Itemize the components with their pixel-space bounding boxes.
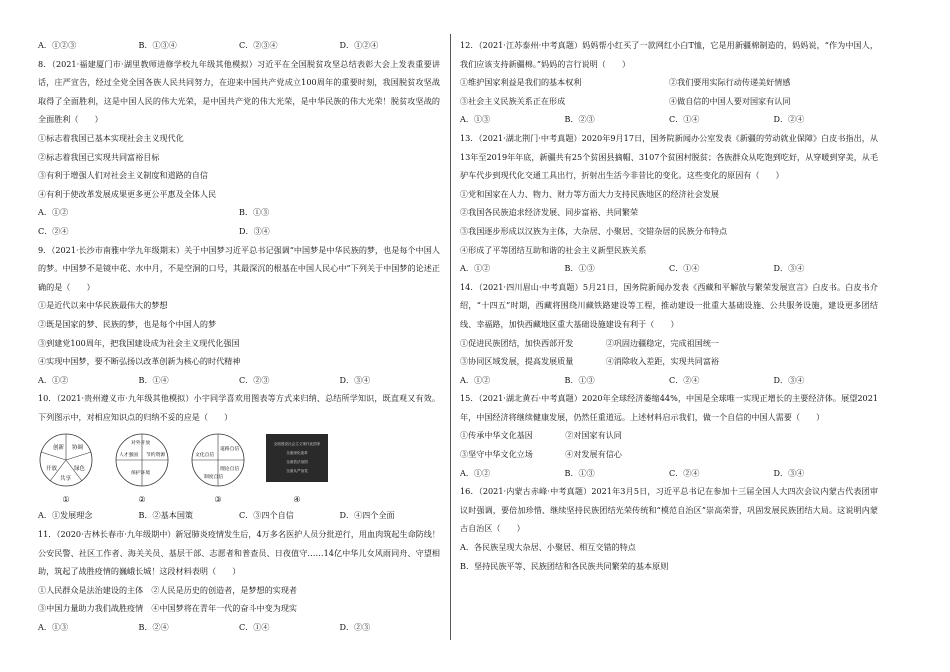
fig1-label: 创新 <box>53 445 65 452</box>
figure-1-circle-diagram <box>38 432 94 488</box>
choice: D．③④ <box>773 263 805 274</box>
option: ③协同区域发展，提高发展质量 ④消除收入差距，实现共同富裕 <box>460 356 720 367</box>
choice: A．①② <box>38 207 69 218</box>
fig2-label: 节约资源 <box>146 453 166 459</box>
figure-number: ① <box>62 494 70 505</box>
choice: C．①④ <box>669 263 700 274</box>
q8-choices <box>38 203 440 222</box>
question-stem: 9．（2021·长沙市南雅中学九年级期末）关于中国梦习近平总书记强调“中国梦是中华民族的梦，也是每个中国人的梦。中国梦不是镜中花、水中月，不是空洞的口号，其最深沉的根基在中国人民心中”下列关于中国梦的论述正确的是（ ） <box>38 244 440 292</box>
question-stem: 16．（2021·内蒙古赤峰·中考真题）2021年3月5日，习近平总书记在参加十三届全国人大四次会议内蒙古代表团审议时强调，要倍加珍惜、继续坚持民族团结光荣传统和“模范自治区”崇高荣誉，巩固发展民族团结大局。这说明内蒙古自治区（ ） <box>460 486 878 534</box>
fig4-label: 全面从严治党 <box>286 469 308 474</box>
question-stem: 8．（2021·福建厦门市·湖里教师进修学校九年级其他模拟）习近平在全国脱贫攻坚总结表彰大会上发表重要讲话，庄严宣告，经过全党全国各族人民共同努力，在迎来中国共产党成立100周年的重要时刻，我国脱贫攻坚战取得了全面胜利，这是中国人民的伟大光荣，是中国共产党的伟大光荣，是中华民族的伟大光荣！脱贫攻坚战的全面胜利（ ） <box>38 58 440 125</box>
q12-choices <box>460 110 878 129</box>
q10-figures <box>38 426 440 492</box>
fig4-label: 全面建设社会主义现代化国家 <box>273 442 321 447</box>
choice: B．①③ <box>564 263 595 274</box>
fig1-label: 开放 <box>46 466 58 473</box>
question-16 <box>460 482 878 575</box>
option: ②我们要用实际行动传递美好情感 <box>669 77 791 88</box>
figure-2-circle-diagram <box>114 432 170 488</box>
choice: A．①② <box>460 374 491 385</box>
choice: B．①③ <box>239 207 270 218</box>
q12-options <box>460 92 878 111</box>
q8-choices <box>38 222 440 241</box>
choice: A．①发展理念 <box>38 510 93 521</box>
choice: D．②③ <box>339 622 371 633</box>
right-column <box>460 36 878 575</box>
question-stem: 15．（2021·湖北黄石·中考真题）2020年全球经济萎缩44%，中国是全球唯一实现正增长的主要经济体。展望2021年，中国经济将继续健康发展，仍然任重道远。上述材料启示我们，做一个自信的中国人需要（ ） <box>460 393 878 422</box>
choice: A．各民族呈现大杂居、小聚居、相互交错的特点 <box>460 542 636 553</box>
choice: D．③④ <box>239 225 270 236</box>
choice: C．②④ <box>669 467 700 478</box>
choice: B．坚持民族平等、民族团结和各民族共同繁荣的基本原则 <box>460 560 669 571</box>
question-stem: 11．（2020·吉林长春市·九年级期中）新冠肺炎疫情发生后，4万多名医护人员分批逆行，用血肉筑起生命防线！公安民警、社区工作者、海关关员、基层干部、志愿者和普查员、日夜值守……14亿中华儿女风雨同舟、守望相助，筑起了战胜疫情的巍峨长城！这段材料表明（ ） <box>38 529 440 577</box>
choice: A．①② <box>460 467 491 478</box>
q12-options <box>460 73 878 92</box>
fig4-label: 全面深化改革 <box>286 451 308 456</box>
option: ③有利于增强人们对社会主义制度和道路的自信 <box>38 170 208 181</box>
choice: C．②③④ <box>239 40 278 50</box>
choice: D．③④ <box>773 374 805 385</box>
q13-choices <box>460 259 878 278</box>
option: ①维护国家利益是我们的基本权利 <box>460 77 582 88</box>
option: ①促进民族团结，加快西部开发 ②巩固边疆稳定，完成祖国统一 <box>460 337 720 348</box>
option: ①党和国家在人力、物力、财力等方面大力支持民族地区的经济社会发展 <box>460 188 720 199</box>
question-8 <box>38 55 440 241</box>
choice: B．①③ <box>564 374 595 385</box>
option: ③坚守中华文化立场 ④对发展有信心 <box>460 449 622 460</box>
q14-choices <box>460 371 878 390</box>
q11-choices <box>38 618 440 637</box>
option: ④实现中国梦，要不断弘扬以改革创新为核心的时代精神 <box>38 356 241 367</box>
q7-choices <box>38 36 440 55</box>
q10-choices <box>38 506 440 525</box>
option: ④形成了平等团结互助和谐的社会主义新型民族关系 <box>460 244 647 255</box>
choice: B．②③ <box>564 114 595 125</box>
option: ②标志着我国已实现共同富裕目标 <box>38 151 160 162</box>
question-12 <box>460 36 878 129</box>
fig2-label: 对外开放 <box>131 441 151 447</box>
fig3-label: 道路自信 <box>220 447 240 453</box>
question-stem: 14．（2021·四川眉山·中考真题）5月21日，国务院新闻办发表《西藏和平解放与繁荣发展宣言》白皮书。白皮书介绍，“十四五”时期，西藏将围绕川藏铁路建设等工程，推动建设一批重大基础设施、公共服务设施，建设更多团结线、幸福路，加快西藏地区重大基础设施建设有利于（ ） <box>460 281 878 329</box>
choice: A．①③ <box>38 622 69 633</box>
question-9 <box>38 241 440 390</box>
choice: C．①④ <box>239 622 270 633</box>
choice: A．①② <box>38 374 69 385</box>
choice: D．③④ <box>339 374 371 385</box>
option: ①标志着我国已基本实现社会主义现代化 <box>38 132 184 143</box>
choice: B．①③ <box>564 467 595 478</box>
q15-choices <box>460 464 878 483</box>
choice: B．②基本国策 <box>138 510 194 521</box>
figure-3-circle-diagram <box>190 432 246 488</box>
question-stem: 13．（2021·湖北荆门·中考真题）2020年9月17日，国务院新闻办公室发表《新疆的劳动就业保障》白皮书指出，从13年至2019年年底，新疆共有25个贫困县摘帽、3107个贫困村脱贫；各族群众从吃饱到吃好，从穿暖到穿美，从毛驴车代步到现代化交通工具出行，折射出生活今非昔比的变化。这些变化的原因有（ ） <box>460 132 878 181</box>
question-14 <box>460 278 878 390</box>
column-divider <box>450 34 451 640</box>
fig1-label: 协调 <box>72 445 84 452</box>
question-13 <box>460 129 878 278</box>
option: ④有利于使改革发展成果更多更公平惠及全体人民 <box>38 188 217 199</box>
choice: D．①②④ <box>339 40 379 50</box>
fig3-label: 制度自信 <box>204 475 224 481</box>
option: ②我国各民族追求经济发展、同步富裕、共同繁荣 <box>460 207 639 218</box>
question-stem: 12．（2021·江苏泰州·中考真题）妈妈帮小红买了一款网红小白T恤，它是用新疆棉制造的，妈妈说，“作为中国人，我们应该支持新疆棉。”妈妈的言行说明（ ） <box>460 40 878 69</box>
choice: C．②④ <box>669 374 700 385</box>
question-11 <box>38 525 440 637</box>
question-stem: 10．（2021·贵州遵义市·九年级其他模拟）小宇同学喜欢用图表等方式来归纳、总结所学知识，既直观又有效。下列图示中，对相应知识点的归纳不妥的应是（ ） <box>38 393 440 422</box>
q10-figure-labels <box>38 492 440 506</box>
option: ③社会主义民族关系正在形成 <box>460 95 566 106</box>
option: ②既是国家的梦、民族的梦，也是每个中国人的梦 <box>38 318 217 329</box>
question-15 <box>460 389 878 482</box>
figure-4-dark-box <box>266 432 328 484</box>
fig2-label: 保护环境 <box>131 471 151 477</box>
choice: C．②④ <box>38 225 69 236</box>
fig2-label: 人才强国 <box>119 453 139 459</box>
choice: B．①③④ <box>138 40 177 50</box>
option: ④做自信的中国人要对国家有认同 <box>669 95 791 106</box>
option: ③我国逐步形成以汉族为主体，大杂居、小聚居、交错杂居的民族分布特点 <box>460 225 728 236</box>
option: ③到建党100周年，把我国建设成为社会主义现代化强国 <box>38 337 240 348</box>
choice: A．①③ <box>460 114 491 125</box>
option: ①是近代以来中华民族最伟大的梦想 <box>38 300 168 311</box>
figure-number: ④ <box>293 494 301 505</box>
choice: C．①④ <box>669 114 700 125</box>
choice: C．②③ <box>239 374 270 385</box>
fig1-label: 共享 <box>60 476 72 483</box>
option: ①人民群众是法治建设的主体 ②人民是历史的创造者，是梦想的实现者 <box>38 584 298 595</box>
choice: D．④四个全面 <box>339 510 395 521</box>
figure-number: ② <box>138 494 146 505</box>
fig1-label: 绿色 <box>74 466 86 473</box>
choice: A．①② <box>460 263 491 274</box>
choice: A．①②③ <box>38 40 77 50</box>
q9-choices <box>38 371 440 390</box>
fig3-label: 理论自信 <box>220 467 240 473</box>
option: ③中国力量助力我们战胜疫情 ④中国梦将在青年一代的奋斗中变为现实 <box>38 603 298 614</box>
figure-number: ③ <box>214 494 222 505</box>
fig3-label: 文化自信 <box>195 453 215 459</box>
question-10 <box>38 389 440 525</box>
fig4-label: 全面依法治国 <box>286 460 308 465</box>
choice: C．③四个自信 <box>239 510 294 521</box>
choice: B．②④ <box>138 622 169 633</box>
choice: B．①④ <box>138 374 169 385</box>
left-column <box>38 36 440 637</box>
option: ①传承中华文化基因 ②对国家有认同 <box>460 430 622 441</box>
choice: D．③④ <box>773 467 805 478</box>
choice: D．②④ <box>773 114 805 125</box>
